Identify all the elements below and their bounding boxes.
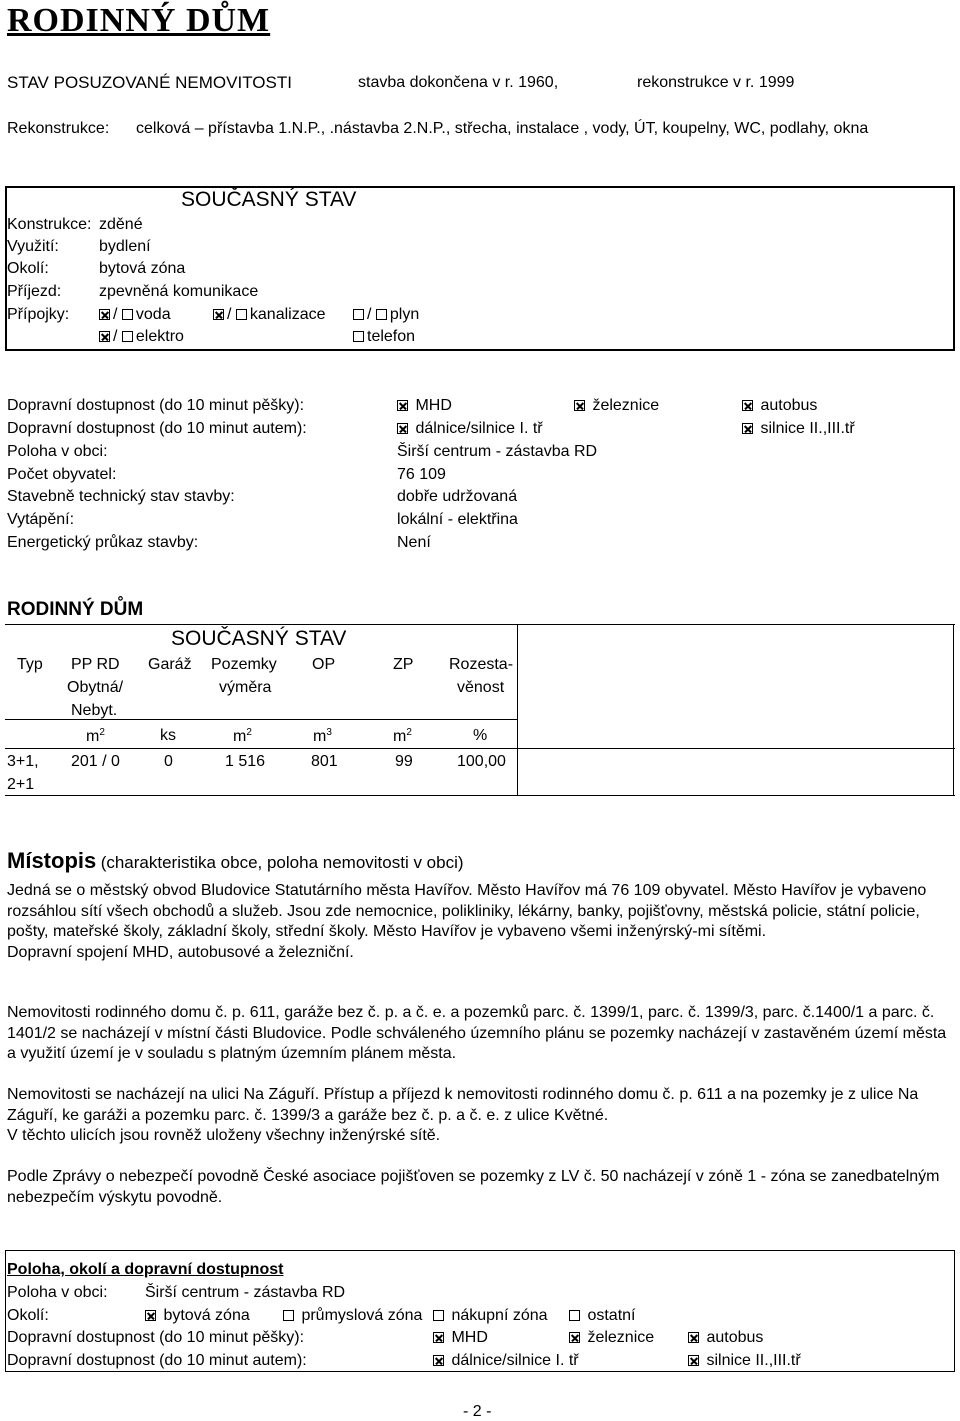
unit-pp: $m^2$ [86,727,105,745]
page-title: RODINNÝ DŮM [7,2,271,39]
poloha-pesky-label: Dopravní dostupnost (do 10 minut pěšky): [7,1329,305,1346]
pripojka-plyn: / plyn [353,306,419,324]
table-units-sep [5,748,955,749]
col-pozemky2: výměra [219,679,272,696]
row-typ2: 2+1 [7,776,35,793]
opt-prumyslova: průmyslová zóna [283,1307,422,1325]
mistopis-p4: Podle Zprávy o nebezpečí povodně České asociace pojišťoven se pozemky z LV č. 50 nacházejí v zóně 1 - zóna se zanedbatelným nebezpečím výskytu povodně. [7,1168,940,1206]
col-pp1: PP RD [71,656,120,673]
unit-garaz: ks [160,727,176,744]
prijezd-value: zpevněná komunikace [99,283,259,300]
checked-box-icon [433,1355,444,1366]
poloha-opt-dalnice: dálnice/silnice I. tř [433,1352,579,1370]
col-roz2: věnost [457,679,505,696]
checked-box-icon [145,1310,156,1321]
poloha-opt-zeleznice: železnice [569,1329,654,1347]
poloha-obec-label: Poloha v obci: [7,1284,108,1301]
col-roz1: Rozesta- [449,656,514,673]
obyvatel-value: 76 109 [397,466,446,483]
vytapeni-value: lokální - elektřina [397,511,518,528]
pripojky-label: Přípojky: [7,306,70,323]
page-number: - 2 - [463,1403,492,1420]
mistopis-p1: Jedná se o městský obvod Bludovice Statutárního města Havířov. Město Havířov má 76 109 obyvatel. Město Havířov je vybaveno rozsáhlou sítí všech obchodů a služeb. Jsou zde nemocnice, polikliniky, lékárny, banky, pojišťovny, městská policie, státní policie, pošty, mateřské školy, základní školy, střední školy. Město Havířov je vybaveno všemi inženýrský-mi sítěmi. Dopravní spojení MHD, autobusové a železniční. [7,882,927,962]
col-op: OP [312,656,336,673]
obyvatel-label: Počet obyvatel: [7,466,117,483]
pripojka-voda: / voda [99,306,171,324]
checked-box-icon [99,331,110,342]
checked-box-icon [433,1332,444,1343]
stavba-info: stavba dokončena v r. 1960, [358,74,559,91]
checked-box-icon [213,309,224,320]
row-typ1: 3+1, [7,753,39,770]
table-bottom-border [5,795,955,796]
okoli-label: Okolí: [7,260,49,277]
checked-box-icon [397,423,408,434]
poloha-opt-mhd: MHD [433,1329,488,1347]
checked-box-icon [99,309,110,320]
dostupnost-pesky-label: Dopravní dostupnost (do 10 minut pěšky): [7,397,305,414]
col-pozemky1: Pozemky [211,656,277,673]
checked-box-icon [742,423,753,434]
poloha-obec-value: Širší centrum - zástavba RD [145,1284,346,1301]
empty-box-icon [353,331,364,342]
opt-dalnice: dálnice/silnice I. tř [397,420,543,438]
col-garaz: Garáž [148,656,192,673]
vytapeni-label: Vytápění: [7,511,75,528]
pripojka-kanalizace: / kanalizace [213,306,326,324]
poloha-label: Poloha v obci: [7,443,108,460]
row-garaz: 0 [164,753,173,770]
opt-bytova: bytová zóna [145,1307,250,1325]
stav-stavby-label: Stavebně technický stav stavby: [7,488,235,505]
rekonstrukce-text: celková – přístavba 1.N.P., .nástavba 2.N.P., střecha, instalace , vody, ÚT, koupelny, WC, podlahy, okna [136,120,869,137]
opt-silnice: silnice II.,III.tř [742,420,855,438]
row-pp: 201 / 0 [71,753,120,770]
col-pp2: Obytná/ [67,679,124,696]
prijezd-label: Příjezd: [7,283,62,300]
table-section-title: RODINNÝ DŮM [7,599,144,620]
mistopis-heading: Místopis (charakteristika obce, poloha nemovitosti v obci) [7,848,464,873]
poloha-autem-label: Dopravní dostupnost (do 10 minut autem): [7,1352,307,1369]
checked-box-icon [574,400,585,411]
col-pp3: Nebyt. [71,702,118,719]
row-roz: 100,00 [457,753,506,770]
empty-box-icon [433,1310,444,1321]
stav-label: STAV POSUZOVANÉ NEMOVITOSTI [7,73,292,92]
col-typ: Typ [17,656,43,673]
okoli-value: bytová zóna [99,260,186,277]
poloha-value: Širší centrum - zástavba RD [397,443,598,460]
table-divider [517,624,518,795]
unit-roz: % [473,727,488,744]
vyuziti-value: bydlení [99,238,151,255]
poloha-opt-silnice: silnice II.,III.tř [688,1352,801,1370]
mistopis-p2: Nemovitosti rodinného domu č. p. 611, garáže bez č. p. a č. e. a pozemků parc. č. 1399/1, parc. č. 1399/3, parc. č.1400/1 a parc. č. 1401/2 se nacházejí v místní části Bludovice. Podle schváleného územního plánu se pozemky nacházejí v zastavěném území města a využití území je v souladu s platným územním plánem města. [7,1004,947,1063]
unit-op: $m^3$ [313,727,332,745]
checked-box-icon [569,1332,580,1343]
dostupnost-autem-label: Dopravní dostupnost (do 10 minut autem): [7,420,307,437]
current-state-title: SOUČASNÝ STAV [181,188,357,211]
energie-value: Není [397,534,431,551]
empty-box-icon [122,331,133,342]
vyuziti-label: Využití: [7,238,59,255]
table-right-border [953,624,954,795]
opt-mhd: MHD [397,397,452,415]
empty-box-icon [283,1310,294,1321]
poloha-opt-autobus: autobus [688,1329,763,1347]
opt-nakupni: nákupní zóna [433,1307,548,1325]
pripojka-elektro: / elektro [99,328,184,346]
unit-pozemky: $m^2$ [233,727,252,745]
konstrukce-label: Konstrukce: [7,216,92,233]
table-title: SOUČASNÝ STAV [171,627,347,650]
row-pozemky: 1 516 [225,753,266,770]
checked-box-icon [397,400,408,411]
empty-box-icon [376,309,387,320]
checked-box-icon [688,1332,699,1343]
opt-ostatni: ostatní [569,1307,635,1325]
row-op: 801 [311,753,338,770]
stav-stavby-value: dobře udržovaná [397,488,518,505]
rekonstrukce-rok: rekonstrukce v r. 1999 [637,74,795,91]
empty-box-icon [122,309,133,320]
empty-box-icon [353,309,364,320]
poloha-title: Poloha, okolí a dopravní dostupnost [7,1261,284,1278]
empty-box-icon [236,309,247,320]
poloha-okoli-label: Okolí: [7,1307,49,1324]
mistopis-p3: Nemovitosti se nacházejí na ulici Na Záguří. Přístup a příjezd k nemovitosti rodinného domu č. p. 611 a na pozemky je z ulice Na Záguří, ke garáži a pozemku parc. č. 1399/3 a garáže bez č. p. a č. e. z ulice Květné. V těchto ulicích jsou rovněž uloženy všechny inženýrské sítě. [7,1086,919,1145]
table-top-border [5,624,955,625]
pripojka-telefon: telefon [353,328,415,346]
col-zp: ZP [393,656,414,673]
row-zp: 99 [395,753,413,770]
opt-zeleznice: železnice [574,397,659,415]
energie-label: Energetický průkaz stavby: [7,534,199,551]
opt-autobus: autobus [742,397,817,415]
unit-zp: $m^2$ [393,727,412,745]
empty-box-icon [569,1310,580,1321]
checked-box-icon [742,400,753,411]
rekonstrukce-label: Rekonstrukce: [7,120,110,137]
konstrukce-value: zděné [99,216,143,233]
checked-box-icon [688,1355,699,1366]
